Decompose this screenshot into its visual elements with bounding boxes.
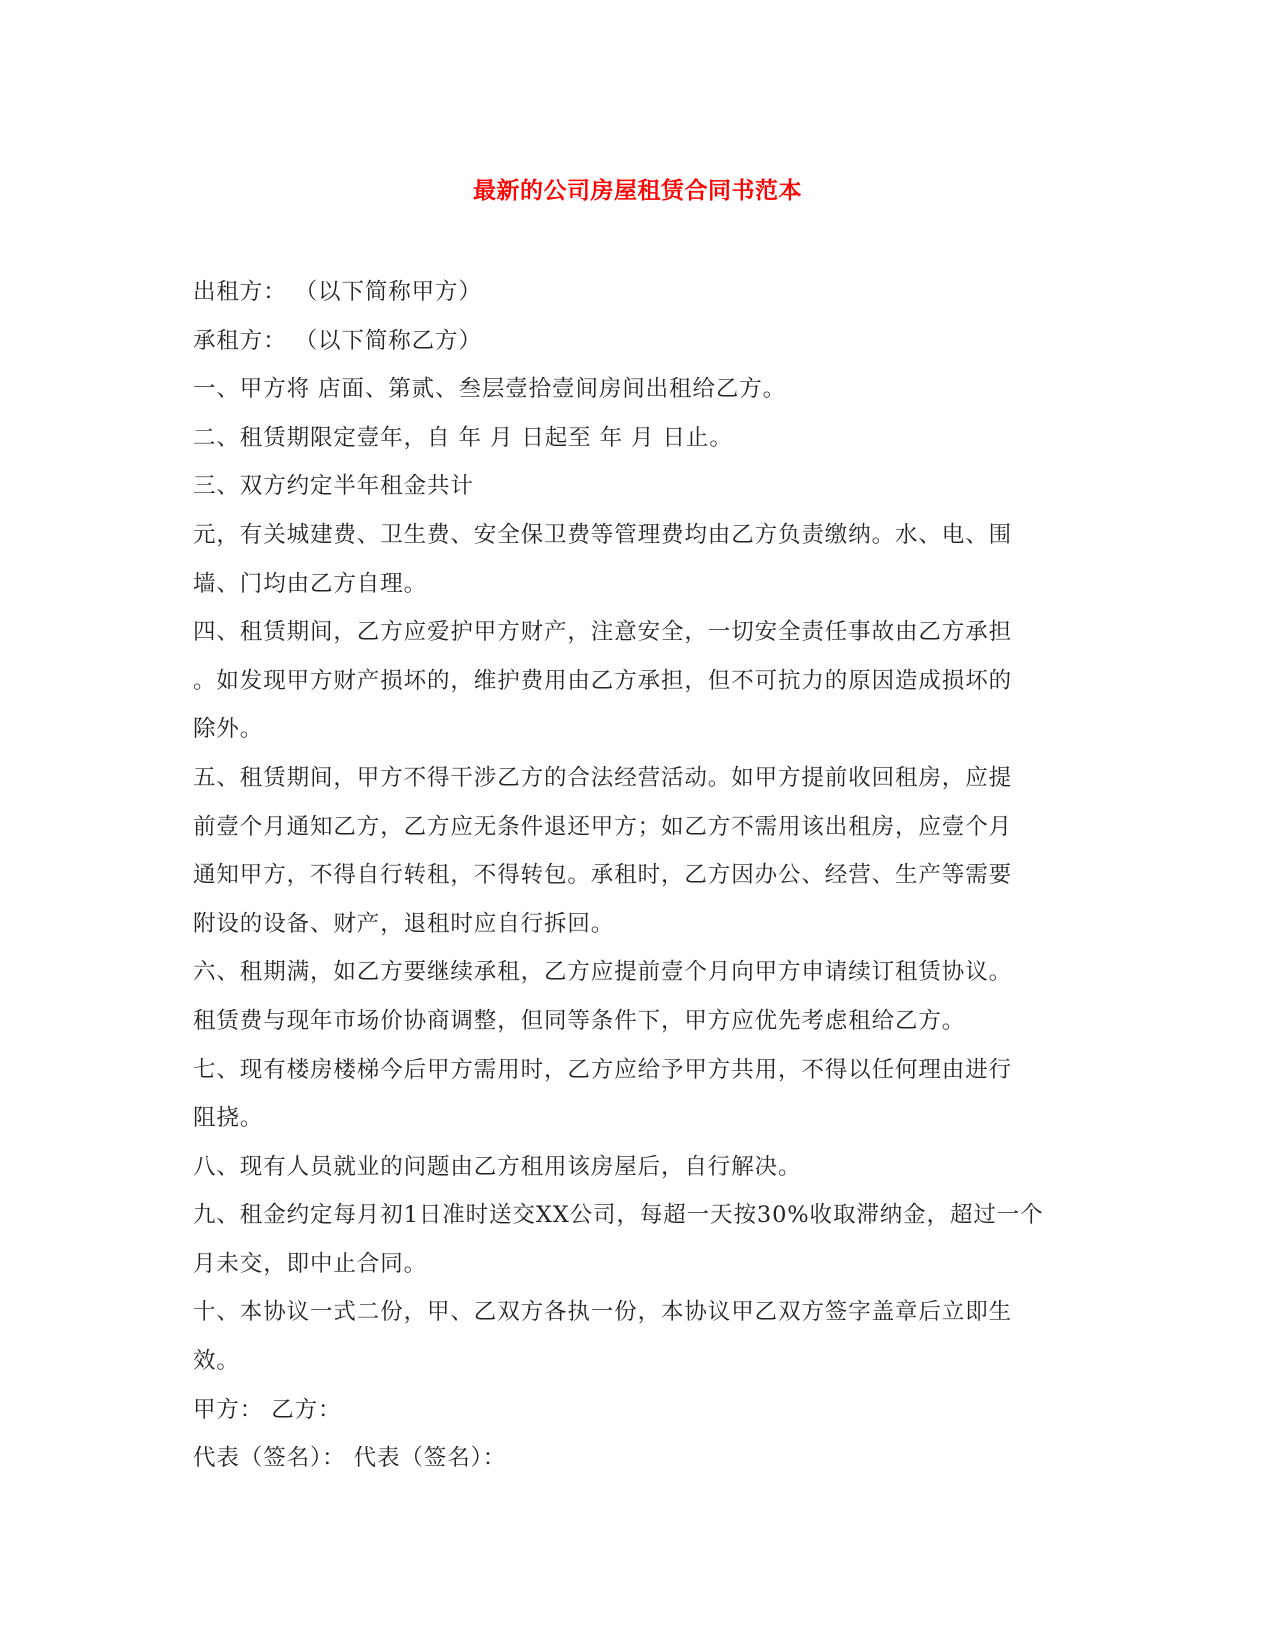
clause-4-line-3: 除外。: [193, 716, 264, 743]
clause-4-line-1: 四、租赁期间，乙方应爱护甲方财产，注意安全，一切安全责任事故由乙方承担: [193, 619, 1013, 646]
clause-3-line-2: 元，有关城建费、卫生费、安全保卫费等管理费均由乙方负责缴纳。水、电、围: [193, 521, 1013, 548]
clause-7-line-1: 七、现有楼房楼梯今后甲方需用时，乙方应给予甲方共用，不得以任何理由进行: [193, 1056, 1013, 1083]
lessee-line: 承租方： （以下简称乙方）: [193, 327, 482, 354]
clause-5-line-4: 附设的设备、财产，退租时应自行拆回。: [193, 910, 615, 937]
clause-8: 八、现有人员就业的问题由乙方租用该房屋后，自行解决。: [193, 1153, 802, 1180]
clause-7-line-2: 阻挠。: [193, 1105, 264, 1132]
clause-9-line-1: 九、租金约定每月初1日准时送交XX公司，每超一天按30%收取滞纳金，超过一个: [193, 1202, 1044, 1229]
clause-10-line-1: 十、本协议一式二份，甲、乙双方各执一份，本协议甲乙双方签字盖章后立即生: [193, 1299, 1013, 1326]
clause-1: 一、甲方将 店面、第贰、叁层壹拾壹间房间出租给乙方。: [193, 376, 787, 403]
clause-5-line-3: 通知甲方，不得自行转租，不得转包。承租时，乙方因办公、经营、生产等需要: [193, 862, 1013, 889]
signature-representatives: 代表（签名）： 代表（签名）：: [193, 1445, 507, 1472]
clause-6-line-1: 六、租期满，如乙方要继续承租，乙方应提前壹个月向甲方申请续订租赁协议。: [193, 959, 1013, 986]
clause-3-line-1: 三、双方约定半年租金共计: [193, 473, 474, 500]
lessor-line: 出租方： （以下简称甲方）: [193, 279, 482, 305]
clause-4-line-2: 。如发现甲方财产损坏的，维护费用由乙方承担，但不可抗力的原因造成损坏的: [193, 667, 1013, 694]
clause-3-line-3: 墙、门均由乙方自理。: [193, 570, 428, 597]
clause-10-line-2: 效。: [193, 1348, 240, 1375]
clause-5-line-2: 前壹个月通知乙方，乙方应无条件退还甲方；如乙方不需用该出租房，应壹个月: [193, 813, 1013, 840]
document-title: 最新的公司房屋租赁合同书范本: [473, 177, 802, 204]
clause-2: 二、租赁期限定壹年，自 年 月 日起至 年 月 日止。: [193, 424, 733, 451]
signature-parties: 甲方： 乙方：: [193, 1396, 342, 1423]
document-body: [193, 268, 1063, 1483]
clause-5-line-1: 五、租赁期间，甲方不得干涉乙方的合法经营活动。如甲方提前收回租房，应提: [193, 764, 1013, 791]
clause-6-line-2: 租赁费与现年市场价协商调整，但同等条件下，甲方应优先考虑租给乙方。: [193, 1007, 966, 1034]
clause-9-line-2: 月未交，即中止合同。: [193, 1250, 428, 1277]
